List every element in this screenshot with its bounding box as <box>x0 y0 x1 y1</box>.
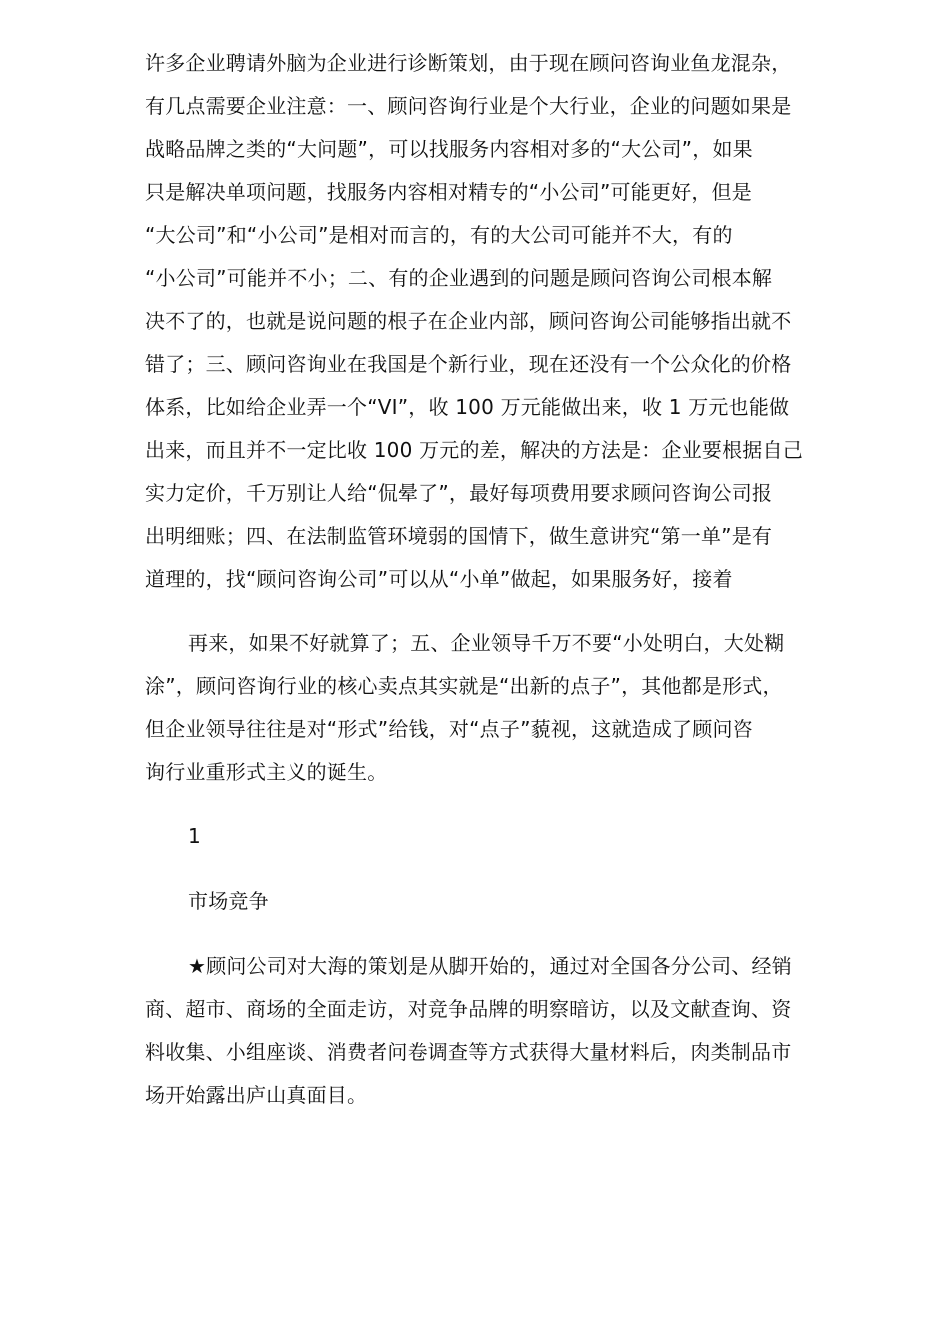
text-line: 体系，比如给企业弄一个“VI”，收 100 万元能做出来，收 1 万元也能做 <box>145 395 790 419</box>
text-line: 错了；三、顾问咨询业在我国是个新行业，现在还没有一个公众化的价格 <box>145 352 792 376</box>
text-line: 有几点需要企业注意：一、顾问咨询行业是个大行业，企业的问题如果是 <box>145 94 792 118</box>
text-line: 场开始露出庐山真面目。 <box>145 1083 368 1107</box>
text-line: ★顾问公司对大海的策划是从脚开始的，通过对全国各分公司、经销 <box>188 954 792 978</box>
text-line: 但企业领导往往是对“形式”给钱，对“点子”藐视，这就造成了顾问咨 <box>145 717 753 741</box>
text-line: 商、超市、商场的全面走访，对竞争品牌的明察暗访，以及文献查询、资 <box>145 997 792 1021</box>
text-line: 只是解决单项问题，找服务内容相对精专的“小公司”可能更好，但是 <box>145 180 752 204</box>
text-line: 再来，如果不好就算了；五、企业领导千万不要“小处明白，大处糊 <box>188 631 785 655</box>
text-line: 许多企业聘请外脑为企业进行诊断策划，由于现在顾问咨询业鱼龙混杂， <box>145 51 792 75</box>
text-line: 战略品牌之类的“大问题”，可以找服务内容相对多的“大公司”，如果 <box>145 137 753 161</box>
section-number: 1 <box>188 824 201 848</box>
text-line: 实力定价，千万别让人给“侃晕了”，最好每项费用要求顾问咨询公司报 <box>145 481 773 505</box>
text-line: 决不了的，也就是说问题的根子在企业内部，顾问咨询公司能够指出就不 <box>145 309 792 333</box>
text-line: 料收集、小组座谈、消费者问卷调查等方式获得大量材料后，肉类制品市 <box>145 1040 792 1064</box>
section-title: 市场竞争 <box>188 889 269 913</box>
text-line: 涂”，顾问咨询行业的核心卖点其实就是“出新的点子”，其他都是形式， <box>145 674 783 698</box>
text-line: 出来，而且并不一定比收 100 万元的差，解决的方法是：企业要根据自己 <box>145 438 803 462</box>
text-line: “大公司”和“小公司”是相对而言的，有的大公司可能并不大，有的 <box>145 223 733 247</box>
text-line: 道理的，找“顾问咨询公司”可以从“小单”做起，如果服务好，接着 <box>145 567 733 591</box>
text-line: 出明细账；四、在法制监管环境弱的国情下，做生意讲究“第一单”是有 <box>145 524 773 548</box>
text-line: “小公司”可能并不小；二、有的企业遇到的问题是顾问咨询公司根本解 <box>145 266 773 290</box>
text-line: 询行业重形式主义的诞生。 <box>145 760 388 784</box>
